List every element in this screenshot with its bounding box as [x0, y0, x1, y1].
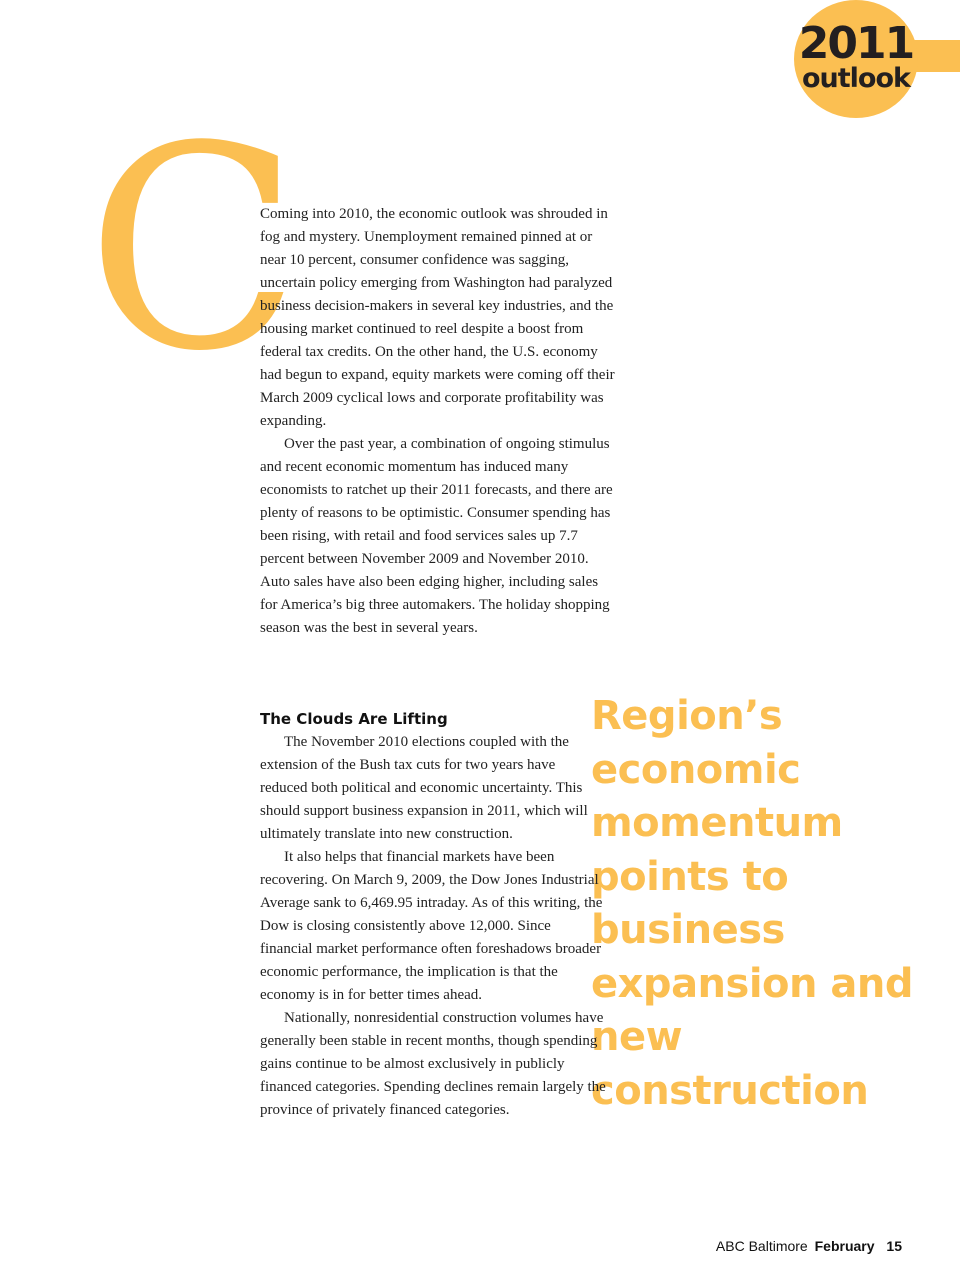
- section-heading: The Clouds Are Lifting: [260, 710, 448, 728]
- pull-quote: Region’s economic momentum points to business expansion and new construction: [591, 693, 914, 1114]
- drop-cap: C: [86, 87, 301, 413]
- intro-paragraph: Coming into 2010, the economic outlook was shrouded in fog and mystery. Unemployment remained pinned at or near 10 percent, consumer confidence was sagging, uncertain policy emerging from Washington had paralyzed business decision-makers in several key industries, and the housing market continued to reel despite a boost from federal tax credits. On the other hand, the U.S. economy had begun to expand, equity markets were coming off their March 2009 cyclical lows and corporate profitability was expanding.: [260, 206, 615, 429]
- badge-word: outlook: [802, 63, 910, 94]
- section-paragraph: Nationally, nonresidential construction volumes have generally been stable in recent months, though spending gains continue to be almost exclusively in publicly financed categories. Spending declines remain largely the province of privately financed categories.: [260, 1010, 606, 1118]
- section-paragraph: The November 2010 elections coupled with the extension of the Bush tax cuts for two years have reduced both political and economic uncertainty. This should support business expansion in 2011, which will ultimately translate into new construction.: [260, 734, 588, 842]
- badge-year: 2011: [798, 18, 914, 69]
- page-footer: [716, 1236, 902, 1256]
- article-section: [260, 708, 605, 1122]
- footer-magazine: ABC Baltimore: [715, 1238, 808, 1254]
- footer-month: February: [814, 1238, 875, 1254]
- intro-paragraph: Over the past year, a combination of ongoing stimulus and recent economic momentum has induced many economists to ratchet up their 2011 forecasts, and there are plenty of reasons to be optimistic. Consumer spending has been rising, with retail and food services sales up 7.7 percent between November 2009 and November 2010. Auto sales have also been edging higher, including sales for America’s big three automakers. The holiday shopping season was the best in several years.: [260, 436, 613, 636]
- section-paragraph: It also helps that financial markets have been recovering. On March 9, 2009, the Dow Jones Industrial Average sank to 6,469.95 intraday. As of this writing, the Dow is closing consistently above 12,000. Since financial market performance often foreshadows broader economic performance, the implication is that the economy is in for better times ahead.: [260, 849, 603, 1003]
- article-intro: [260, 203, 616, 640]
- page-number: 15: [886, 1238, 902, 1254]
